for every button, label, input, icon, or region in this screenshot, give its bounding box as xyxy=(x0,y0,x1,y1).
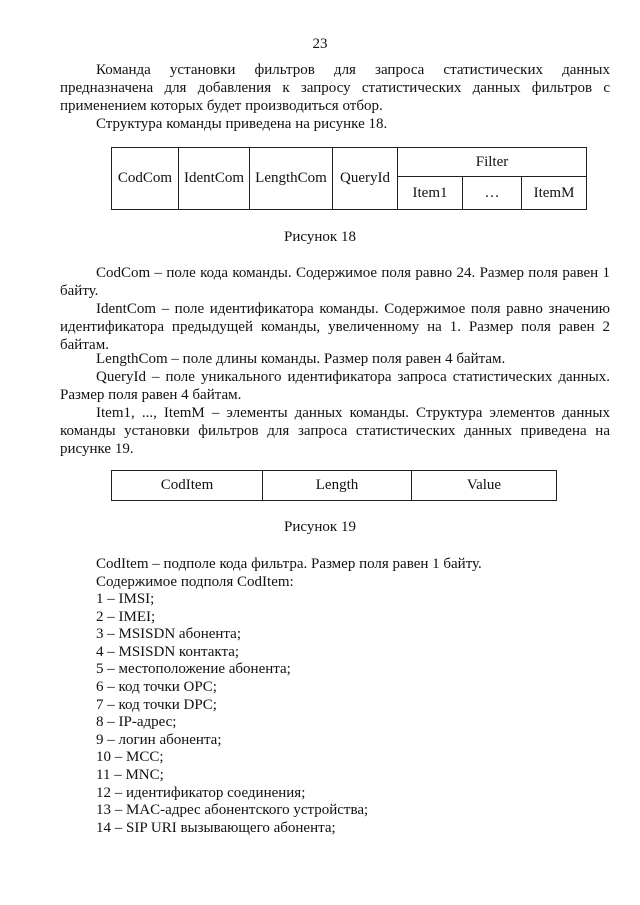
list-item: 6 – код точки OPC; xyxy=(96,678,217,695)
paragraph-items xyxy=(60,404,610,458)
paragraph-structure xyxy=(60,115,610,133)
paragraph-coditem-content-text: Содержимое подполя CodItem: xyxy=(96,574,294,590)
paragraph-intro xyxy=(60,61,610,115)
paragraph-queryid xyxy=(60,368,610,404)
cell-dots: … xyxy=(463,177,522,210)
list-item: 7 – код точки DPC; xyxy=(96,696,217,713)
list-item: 11 – MNC; xyxy=(96,766,164,783)
cell-lengthcom: LengthCom xyxy=(250,148,333,210)
paragraph-intro-text: Команда установки фильтров для запроса статистических данных предназначена для добавления к запросу статистических данных фильтров с применением которых будет производиться отбор. xyxy=(60,62,610,114)
figure-19-caption: Рисунок 19 xyxy=(284,519,356,535)
paragraph-codcom-text: CodCom – поле кода команды. Содержимое поля равно 24. Размер поля равен 1 байту. xyxy=(60,265,610,299)
list-item: 2 – IMEI; xyxy=(96,608,156,625)
paragraph-structure-text: Структура команды приведена на рисунке 18. xyxy=(96,116,388,132)
list-item: 9 – логин абонента; xyxy=(96,731,222,748)
paragraph-coditem-content xyxy=(60,573,610,591)
paragraph-codcom xyxy=(60,264,610,300)
paragraph-items-text: Item1, ..., ItemM – элементы данных команды. Структура элементов данных команды установки фильтров для запроса статистических данных приведена на рисунке 19. xyxy=(60,405,610,457)
paragraph-identcom xyxy=(60,300,610,354)
cell-value: Value xyxy=(412,471,557,501)
cell-coditem: CodItem xyxy=(112,471,263,501)
cell-length: Length xyxy=(263,471,412,501)
coditem-list xyxy=(96,591,368,837)
list-item: 10 – MCC; xyxy=(96,749,164,766)
cell-codcom: CodCom xyxy=(112,148,179,210)
figure-18-table xyxy=(111,147,587,210)
figure-19-table xyxy=(111,470,557,501)
list-item: 3 – MSISDN абонента; xyxy=(96,626,241,643)
paragraph-lengthcom xyxy=(60,350,610,368)
list-item: 13 – MAC-адрес абонентского устройства; xyxy=(96,802,369,819)
cell-filter: Filter xyxy=(398,148,587,177)
paragraph-coditem xyxy=(60,555,610,573)
cell-itemm: ItemM xyxy=(522,177,587,210)
list-item: 14 – SIP URI вызывающего абонента; xyxy=(96,819,336,836)
list-item: 12 – идентификатор соединения; xyxy=(96,784,306,801)
list-item: 8 – IP-адрес; xyxy=(96,714,177,731)
cell-queryid: QueryId xyxy=(333,148,398,210)
page-number: 23 xyxy=(312,36,328,52)
cell-identcom: IdentCom xyxy=(179,148,250,210)
paragraph-coditem-text: CodItem – подполе кода фильтра. Размер поля равен 1 байту. xyxy=(96,556,482,572)
paragraph-queryid-text: QueryId – поле уникального идентификатора запроса статистических данных. Размер поля равен 4 байтам. xyxy=(60,369,610,403)
list-item: 4 – MSISDN контакта; xyxy=(96,643,240,660)
paragraph-lengthcom-text: LengthCom – поле длины команды. Размер поля равен 4 байтам. xyxy=(96,351,506,367)
cell-item1: Item1 xyxy=(398,177,463,210)
figure-18-caption: Рисунок 18 xyxy=(284,229,356,245)
list-item: 5 – местоположение абонента; xyxy=(96,661,291,678)
list-item: 1 – IMSI; xyxy=(96,591,155,607)
paragraph-identcom-text: IdentCom – поле идентификатора команды. Содержимое поля равно значению идентификатора предыдущей команды, увеличенному на 1. Размер поля равен 2 байтам. xyxy=(60,301,610,353)
